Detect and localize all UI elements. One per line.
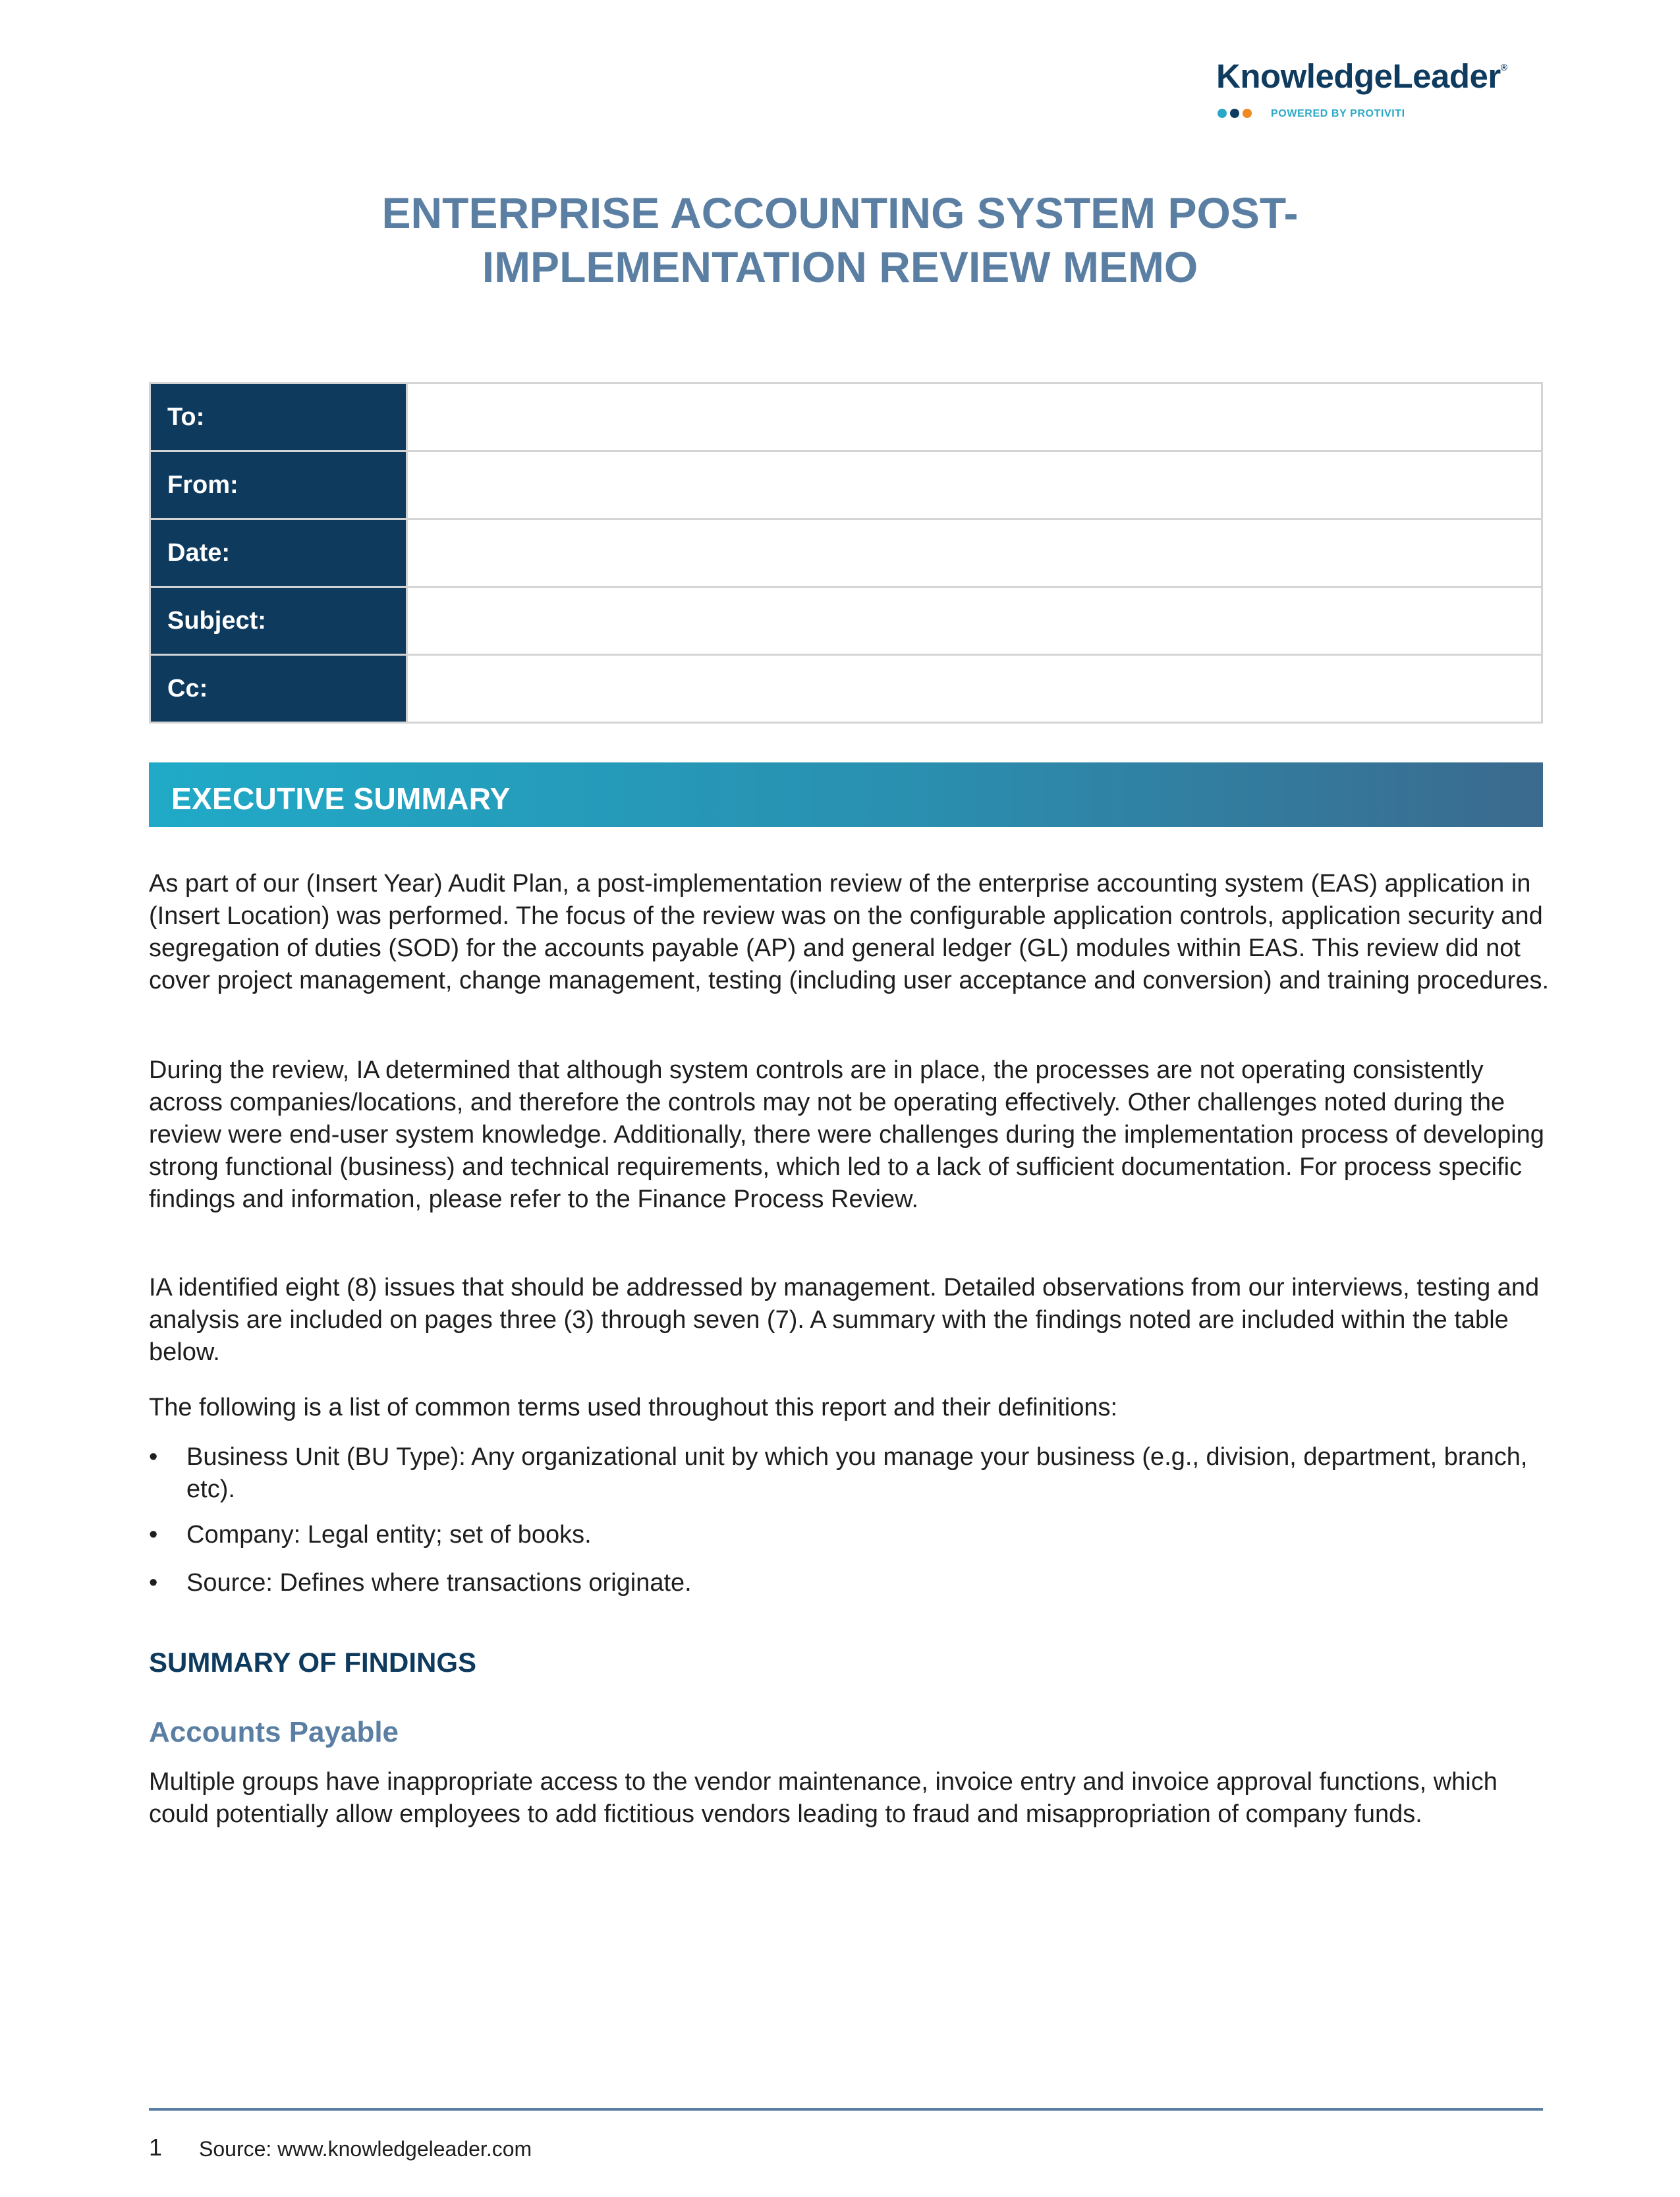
memo-value-subject[interactable]: [407, 587, 1542, 655]
memo-row-date: [150, 519, 1542, 587]
page-number: 1: [149, 2134, 163, 2161]
logo-tagline: POWERED BY PROTIVITI: [1271, 108, 1405, 119]
summary-paragraph-2: During the review, IA determined that although system controls are in place, the processes are not operating consistently across companies/locations, and therefore the controls may not be operating effectively. Other challenges noted during the review were end-user system knowledge. Additionally, there were challenges during the implementation process of developing strong functional (business) and technical requirements, which led to a lack of sufficient documentation. For process specific findings and information, please refer to the Finance Process Review.: [149, 1056, 1544, 1213]
memo-label-from: From:: [150, 451, 407, 519]
bullet-icon: •: [149, 1569, 158, 1597]
footer-divider: [149, 2108, 1543, 2111]
memo-value-from[interactable]: [407, 451, 1542, 519]
executive-summary-heading: EXECUTIVE SUMMARY: [171, 782, 511, 816]
memo-label-subject: Subject:: [150, 587, 407, 655]
logo-registered-mark: ®: [1500, 62, 1507, 72]
term-list-item: [149, 1567, 1552, 1599]
term-source: Source: Defines where transactions originate.: [186, 1569, 692, 1597]
logo-dot-teal: [1218, 109, 1227, 118]
memo-label-cc: Cc:: [150, 655, 407, 723]
memo-row-to: [150, 384, 1542, 451]
bullet-icon: •: [149, 1443, 158, 1471]
bullet-icon: •: [149, 1521, 158, 1549]
accounts-payable-subheading: Accounts Payable: [149, 1716, 399, 1748]
memo-row-subject: [150, 587, 1542, 655]
summary-paragraph-4: The following is a list of common terms used throughout this report and their definitions:: [149, 1394, 1118, 1421]
logo-dot-orange: [1243, 109, 1252, 118]
term-list-item: [149, 1519, 1552, 1551]
memo-row-cc: [150, 655, 1542, 723]
summary-of-findings-heading: SUMMARY OF FINDINGS: [149, 1647, 477, 1678]
memo-row-from: [150, 451, 1542, 519]
executive-summary-banner: [149, 762, 1543, 827]
logo-dots-icon: [1218, 109, 1252, 118]
summary-paragraph-3: IA identified eight (8) issues that should be addressed by management. Detailed observations from our interviews, testing and analysis are included on pages three (3) through seven (7). A summary with the findings noted are included within the table below.: [149, 1274, 1540, 1366]
document-title: [198, 186, 1482, 294]
logo-name: KnowledgeLeader: [1216, 57, 1501, 95]
term-business-unit: Business Unit (BU Type): Any organizational unit by which you manage your business (e.g., division, department, branch, etc).: [186, 1443, 1528, 1503]
summary-paragraph-1: As part of our (Insert Year) Audit Plan, a post-implementation review of the enterprise accounting system (EAS) application in (Insert Location) was performed. The focus of the review was on the configurable application controls, application security and segregation of duties (SOD) for the accounts payable (AP) and general ledger (GL) modules within EAS. This review did not cover project management, change management, testing (including user acceptance and conversion) and training procedures.: [149, 870, 1550, 994]
memo-label-date: Date:: [150, 519, 407, 587]
memo-value-to[interactable]: [407, 384, 1542, 451]
footer-source: Source: www.knowledgeleader.com: [199, 2137, 532, 2161]
term-company: Company: Legal entity; set of books.: [186, 1521, 592, 1549]
document-title-line-1: ENTERPRISE ACCOUNTING SYSTEM POST-: [381, 188, 1299, 237]
memo-value-date[interactable]: [407, 519, 1542, 587]
memo-value-cc[interactable]: [407, 655, 1542, 723]
memo-label-to: To:: [150, 384, 407, 451]
memo-header-table: [149, 382, 1543, 724]
term-list-item: [149, 1441, 1552, 1506]
knowledgeleader-logo: [1216, 57, 1546, 129]
logo-dot-navy: [1230, 109, 1239, 118]
accounts-payable-finding: Multiple groups have inappropriate access to the vendor maintenance, invoice entry and invoice approval functions, which could potentially allow employees to add fictitious vendors leading to fraud and misappropriation of company funds.: [149, 1768, 1498, 1828]
document-title-line-2: IMPLEMENTATION REVIEW MEMO: [482, 243, 1198, 291]
